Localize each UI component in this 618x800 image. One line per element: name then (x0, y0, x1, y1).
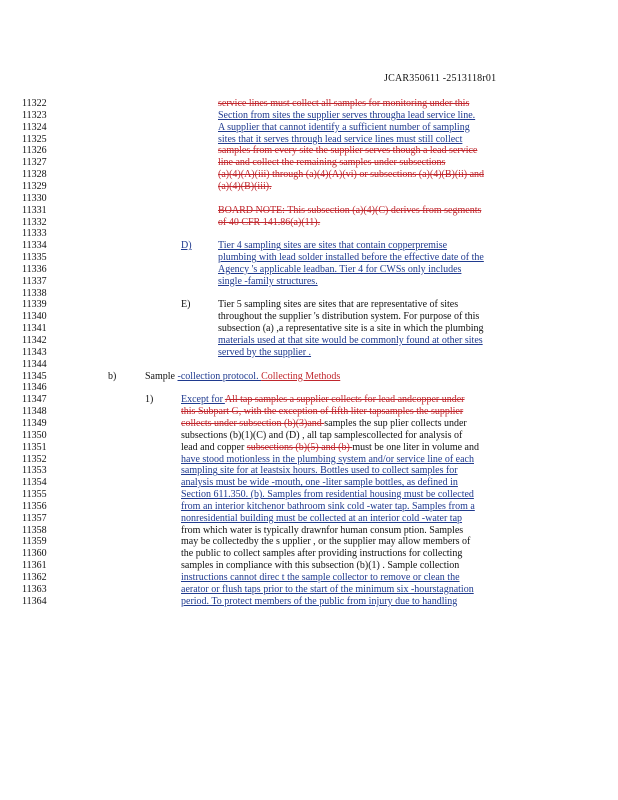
text-line (0, 335, 618, 347)
text-line (0, 560, 618, 572)
text-line (0, 134, 618, 146)
line-number: 11332 (22, 216, 47, 228)
outline-label: b) (108, 370, 117, 382)
line-number: 11361 (22, 560, 47, 572)
line-text (218, 217, 320, 229)
text-line (0, 122, 618, 134)
text-line (0, 394, 618, 406)
text-line (0, 110, 618, 122)
line-text (218, 323, 483, 335)
line-number: 11362 (22, 572, 47, 583)
line-text (181, 465, 458, 477)
deleted-text: BOARD NOTE: This subsection (a)(4)(C) derives from segments (218, 204, 482, 216)
line-text (181, 525, 463, 537)
text-line (0, 465, 618, 477)
deleted-text: samples from every site the supplier serves though a lead service (218, 145, 478, 157)
line-text (181, 454, 474, 466)
line-text (181, 406, 463, 418)
text-line (0, 442, 618, 454)
line-number: 11323 (22, 109, 47, 121)
line-text (181, 489, 474, 501)
text-line (0, 347, 618, 359)
text-line (0, 572, 618, 584)
line-number: 11322 (22, 98, 47, 109)
inserted-text: analysis must be wide -mouth, one -liter sample bottles, as defined in (181, 477, 458, 489)
line-number: 11341 (22, 323, 47, 335)
line-number: 11334 (22, 240, 47, 252)
text-line (0, 145, 618, 157)
inserted-text: have stood motionless in the plumbing system and/or service line of each (181, 453, 474, 465)
line-text (181, 442, 479, 454)
line-number: 11357 (22, 512, 47, 524)
line-text (218, 169, 484, 181)
text-line (0, 311, 618, 323)
inserted-text: Except for (181, 394, 225, 406)
text-run: subsection (a) ,a representative site is a site in which the plumbing (218, 323, 484, 335)
text-line (0, 525, 618, 537)
line-number: 11346 (22, 382, 47, 394)
line-text (181, 394, 465, 406)
line-number: 11356 (22, 500, 47, 512)
text-line (0, 596, 618, 608)
text-line (0, 501, 618, 513)
text-line (0, 489, 618, 501)
inserted-text: A supplier that cannot identify a sufficient number of sampling (218, 121, 470, 133)
line-text (218, 181, 272, 193)
outline-label: 1) (145, 394, 154, 406)
text-run: subsections (b)(1)(C) and (D) , all tap samplescollected for analysis of (181, 429, 463, 441)
line-number: 11335 (22, 252, 47, 264)
line-number: 11355 (22, 489, 47, 501)
text-run: Sample (145, 370, 178, 382)
deleted-text: collects under subsection (b)(3)and (181, 417, 325, 429)
line-number: 11363 (22, 583, 47, 595)
line-number: 11344 (22, 358, 47, 370)
line-number: 11343 (22, 346, 47, 358)
inserted-text: sampling site for at leastsix hours. Bottles used to collect samples for (181, 465, 458, 477)
line-number: 11337 (22, 275, 47, 287)
line-text (218, 299, 458, 311)
deleted-text: service lines must collect all samples for monitoring under this (218, 98, 470, 109)
inserted-text: materials used at that site would be commonly found at other sites (218, 335, 483, 346)
inserted-text: period. To protect members of the public from injury due to handling (181, 595, 458, 607)
line-text (181, 572, 460, 584)
line-number: 11338 (22, 287, 47, 299)
line-text (218, 134, 462, 146)
line-text (181, 477, 458, 489)
deleted-text: this Subpart G, with the exception of fifth liter tapsamples the supplier (181, 406, 464, 418)
inserted-text: Section 611.350. (b). Samples from residential housing must be collected (181, 489, 474, 501)
line-text (218, 98, 469, 110)
line-text (218, 205, 481, 217)
line-text (218, 110, 475, 122)
line-text (218, 276, 318, 288)
deleted-text: of 40 CFR 141.86(a)(11). (218, 216, 321, 228)
line-number: 11327 (22, 157, 47, 169)
line-number: 11345 (22, 370, 47, 382)
line-number: 11349 (22, 417, 47, 429)
outline-label: E) (181, 299, 191, 311)
line-text (145, 371, 340, 383)
document-id-header: JCAR350611 -2513118r01 (384, 73, 497, 84)
line-number: 11360 (22, 548, 47, 560)
text-run: samples the sup plier collects under (324, 417, 467, 429)
text-line (0, 276, 618, 288)
inserted-text: sites that it serves through lead service lines must still collect (218, 133, 463, 145)
inserted-text: served by the supplier . (218, 346, 312, 358)
text-line (0, 430, 618, 442)
text-line (0, 169, 618, 181)
inserted-text: instructions cannot direc t the sample collector to remove or clean the (181, 572, 460, 583)
line-number: 11325 (22, 133, 47, 145)
text-line (0, 418, 618, 430)
text-run: must be one liter in volume and (352, 441, 479, 453)
line-text (181, 584, 474, 596)
text-line (0, 193, 618, 205)
text-line (0, 252, 618, 264)
line-text (181, 501, 475, 513)
line-text (181, 560, 459, 572)
text-line (0, 157, 618, 169)
text-line (0, 240, 618, 252)
text-line (0, 323, 618, 335)
line-text (218, 157, 445, 169)
inserted-text: Tier 4 sampling sites are sites that contain copperpremise (218, 240, 448, 252)
text-line (0, 584, 618, 596)
line-number: 11352 (22, 453, 47, 465)
line-text (218, 335, 483, 347)
line-text (218, 311, 479, 323)
line-text (218, 145, 477, 157)
text-line (0, 181, 618, 193)
deleted-text: line and collect the remaining samples under subsections (218, 157, 446, 169)
text-line (0, 382, 618, 394)
line-text (181, 430, 462, 442)
inserted-text: nonresidential building must be collected at an interior cold -water tap (181, 512, 463, 524)
inserted-text: aerator or flush taps prior to the start of the minimum six -hourstagnation (181, 583, 474, 595)
line-number: 11348 (22, 406, 47, 418)
line-text (181, 548, 462, 560)
text-line (0, 264, 618, 276)
line-number: 11326 (22, 145, 47, 157)
line-text (218, 264, 461, 276)
line-number: 11331 (22, 204, 47, 216)
line-number: 11329 (22, 180, 47, 192)
inserted-text: Section from sites the supplier serves througha lead service line. (218, 109, 476, 121)
line-number: 11347 (22, 394, 47, 406)
line-number: 11333 (22, 228, 47, 240)
line-number: 11336 (22, 263, 47, 275)
deleted-text: (a)(4)(A)(iii) through (a)(4)(A)(vi) or subsections (a)(4)(B)(ii) and (218, 169, 485, 181)
deleted-text: (a)(4)(B)(iii). (218, 180, 272, 192)
line-number: 11350 (22, 429, 47, 441)
line-number: 11330 (22, 192, 47, 204)
text-line (0, 288, 618, 300)
text-run: from which water is typically drawnfor human consum ption. Samples (181, 524, 464, 536)
text-run: the public to collect samples after providing instructions for collecting (181, 548, 463, 560)
text-line (0, 205, 618, 217)
line-text (218, 240, 447, 252)
line-text (218, 347, 311, 359)
text-run: may be collectedby the s upplier , or the supplier may allow members of (181, 536, 471, 548)
text-line (0, 548, 618, 560)
text-run: throughout the supplier 's distribution system. For purpose of this (218, 311, 480, 323)
text-run: Collecting Methods (261, 370, 341, 382)
line-number: 11359 (22, 536, 47, 548)
inserted-text: single -family structures. (218, 275, 318, 287)
deleted-text: subsections (b)(5) and (b) (246, 441, 353, 453)
line-number: 11358 (22, 524, 47, 536)
line-number: 11364 (22, 595, 47, 607)
inserted-text: -collection protocol. (177, 370, 262, 382)
text-run: samples in compliance with this subsection (b)(1) . Sample collection (181, 560, 460, 572)
text-line (0, 299, 618, 311)
inserted-text: Agency 's applicable leadban. Tier 4 for CWSs only includes (218, 263, 462, 275)
text-run: Tier 5 sampling sites are sites that are representative of sites (218, 299, 459, 311)
text-line (0, 406, 618, 418)
text-line (0, 217, 618, 229)
line-text (218, 122, 470, 134)
line-number: 11342 (22, 335, 47, 346)
inserted-text: from an interior kitchenor bathroom sink cold -water tap. Samples from a (181, 500, 475, 512)
inserted-text: plumbing with lead solder installed before the effective date of the (218, 252, 484, 264)
text-line (0, 98, 618, 110)
line-text (218, 252, 484, 264)
line-text (181, 513, 462, 525)
text-line (0, 536, 618, 548)
line-number: 11354 (22, 477, 47, 489)
text-line (0, 454, 618, 466)
line-number: 11353 (22, 465, 47, 477)
line-number: 11340 (22, 311, 47, 323)
text-run: lead and copper (181, 441, 247, 453)
line-number: 11351 (22, 441, 47, 453)
line-number: 11328 (22, 169, 47, 181)
line-number: 11324 (22, 121, 47, 133)
text-line (0, 477, 618, 489)
outline-label: D) (181, 240, 192, 252)
deleted-text: All tap samples a supplier collects for lead andcopper under (224, 394, 465, 406)
text-line (0, 371, 618, 383)
text-line (0, 228, 618, 240)
line-text (181, 418, 467, 430)
line-text (181, 536, 470, 548)
line-text (181, 596, 457, 608)
text-line (0, 513, 618, 525)
line-number: 11339 (22, 299, 47, 311)
text-line (0, 359, 618, 371)
